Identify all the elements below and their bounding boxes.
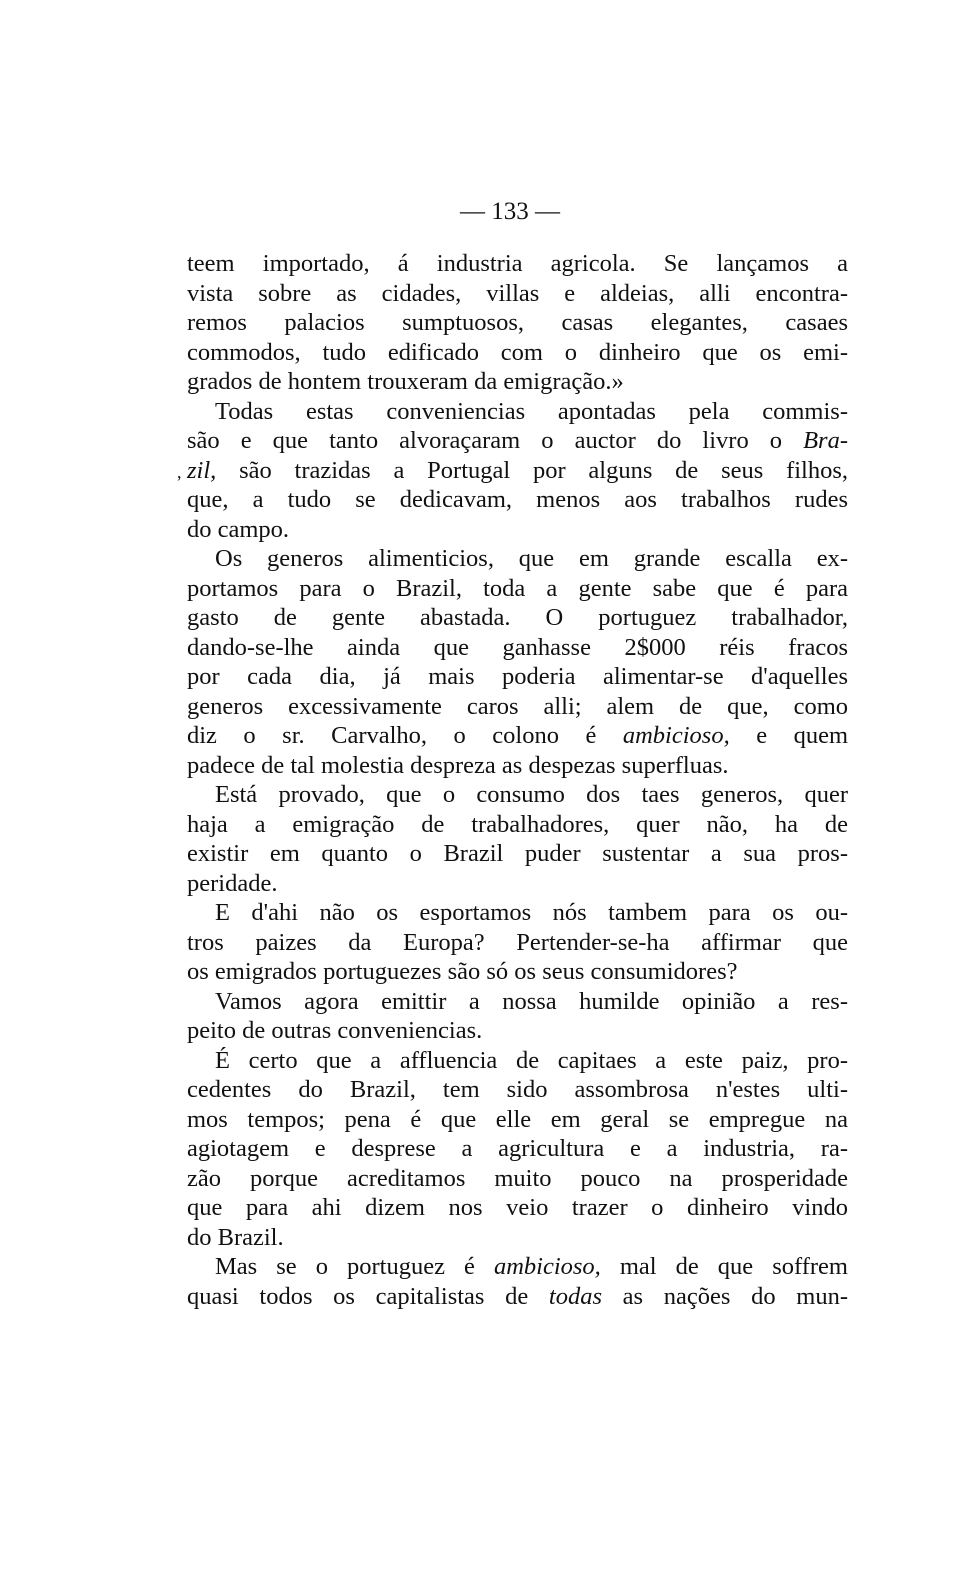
text-line (187, 1223, 848, 1253)
text-segment: os emigrados portuguezes são só os seus consumidores? (187, 958, 738, 985)
text-segment: grados de hontem trouxeram da emigração.» (187, 368, 624, 395)
text-line (187, 721, 848, 751)
text-line (187, 810, 848, 840)
text-line (187, 898, 848, 928)
text-line (187, 1193, 848, 1223)
text-line (187, 1046, 848, 1076)
text-segment: remos palacios sumptuosos, casas elegantes, casaes (187, 309, 848, 336)
text-segment: zão porque acreditamos muito pouco na prosperidade (187, 1164, 848, 1192)
text-line (187, 957, 848, 987)
text-line (187, 1282, 848, 1312)
text-segment: quasi todos os capitalistas de (187, 1282, 549, 1310)
text-segment: vista sobre as cidades, villas e aldeias, alli encontra- (187, 279, 848, 307)
text-segment: são e que tanto alvoraçaram o auctor do livro o (187, 427, 804, 454)
text-line (187, 515, 848, 545)
text-line (187, 603, 848, 633)
text-segment: commodos, tudo edificado com o dinheiro que os emi- (187, 338, 848, 366)
text-line (187, 1164, 848, 1194)
text-line (187, 1016, 848, 1046)
italic-text: Bra- (803, 427, 848, 454)
text-line (187, 780, 848, 810)
body-text (187, 249, 848, 1311)
text-segment: do campo. (187, 515, 290, 543)
text-line (187, 692, 848, 722)
text-line (187, 397, 848, 427)
text-segment: generos excessivamente caros alli; alem de que, como (187, 692, 848, 720)
text-segment: tros paizes da Europa? Pertender-se-ha affirmar que (187, 928, 848, 956)
text-segment: portamos para o Brazil, toda a gente sabe que é para (187, 574, 848, 602)
italic-text: ambicioso, (622, 722, 730, 749)
text-segment: teem importado, á industria agricola. Se lançamos a (187, 250, 848, 277)
text-line (187, 544, 848, 574)
text-line (187, 839, 848, 869)
italic-text: todas (548, 1282, 603, 1310)
text-line (187, 987, 848, 1017)
text-segment: Os generos alimenticios, que em grande escalla ex- (215, 545, 848, 572)
margin-mark: , (177, 462, 182, 482)
text-segment: que, a tudo se dedicavam, menos aos trabalhos rudes (187, 486, 848, 513)
text-segment: do Brazil. (187, 1223, 284, 1251)
page-number: — 133 — (460, 198, 560, 225)
italic-text: zil, (187, 456, 217, 484)
text-segment: peito de outras conveniencias. (187, 1017, 483, 1044)
text-segment: as nações do mun- (602, 1282, 848, 1310)
text-segment: são trazidas a Portugal por alguns de seus filhos, (216, 456, 848, 484)
text-segment: que para ahi dizem nos veio trazer o dinheiro vindo (187, 1194, 848, 1221)
text-line (187, 751, 848, 781)
text-line (187, 662, 848, 692)
text-line (187, 1252, 848, 1282)
text-segment: padece de tal molestia despreza as despezas superfluas. (187, 751, 729, 779)
text-line (187, 928, 848, 958)
text-segment: diz o sr. Carvalho, o colono é (187, 722, 623, 749)
text-segment: haja a emigração de trabalhadores, quer não, ha de (187, 810, 848, 838)
text-line (187, 1134, 848, 1164)
text-segment: E d'ahi não os esportamos nós tambem para os ou- (215, 899, 848, 926)
italic-text: ambicioso, (493, 1253, 601, 1280)
text-line (187, 633, 848, 663)
text-segment: e quem (729, 722, 848, 749)
text-segment: dando-se-lhe ainda que ganhasse 2$000 réis fracos (187, 633, 848, 661)
text-line (187, 1075, 848, 1105)
text-line (187, 456, 848, 486)
text-segment: Todas estas conveniencias apontadas pela commis- (215, 397, 848, 425)
text-segment: agiotagem e desprese a agricultura e a industria, ra- (187, 1135, 848, 1162)
text-line (187, 574, 848, 604)
text-line (187, 869, 848, 899)
text-segment: cedentes do Brazil, tem sido assombrosa n'estes ulti- (187, 1076, 848, 1103)
text-line (187, 485, 848, 515)
text-segment: mal de que soffrem (600, 1253, 848, 1280)
text-segment: peridade. (187, 869, 278, 897)
text-segment: É certo que a affluencia de capitaes a este paiz, pro- (215, 1046, 848, 1074)
text-segment: por cada dia, já mais poderia alimentar-se d'aquelles (187, 663, 848, 690)
text-segment: Vamos agora emittir a nossa humilde opinião a res- (215, 987, 848, 1015)
text-line (187, 426, 848, 456)
text-segment: gasto de gente abastada. O portuguez trabalhador, (187, 604, 848, 631)
text-segment: Está provado, que o consumo dos taes generos, quer (215, 781, 848, 808)
text-segment: existir em quanto o Brazil puder sustentar a sua pros- (187, 840, 848, 867)
text-line (187, 249, 848, 279)
text-line (187, 279, 848, 309)
text-segment: Mas se o portuguez é (215, 1253, 494, 1280)
text-line (187, 1105, 848, 1135)
text-line (187, 338, 848, 368)
text-line (187, 308, 848, 338)
text-line (187, 367, 848, 397)
text-segment: mos tempos; pena é que elle em geral se empregue na (187, 1105, 848, 1133)
